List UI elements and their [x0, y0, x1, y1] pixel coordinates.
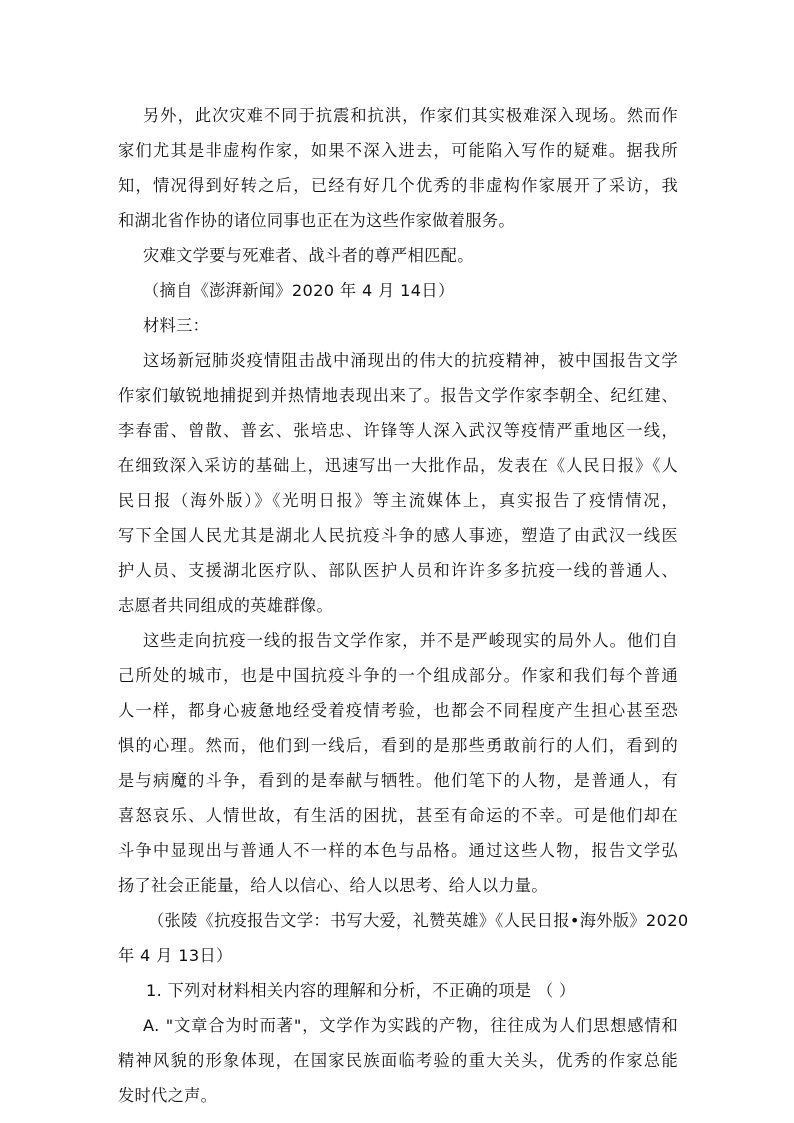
question-1: 1. 下列对材料相关内容的理解和分析，不正确的项是 （ ） [146, 981, 576, 1000]
p1-line-3: 知，情况得到好转之后，已经有好几个优秀的非虚构作家展开了采访，我 [118, 176, 678, 195]
source-2-line-2: 年 4 月 13日） [118, 946, 233, 965]
p5-line-8: 志愿者共同组成的英雄群像。 [118, 596, 333, 615]
p2-line-1: 灾难文学要与死难者、战斗者的尊严相匹配。 [143, 246, 474, 265]
p5-line-2: 作家们敏锐地捕捉到并热情地表现出来了。报告文学作家李朝全、纪红建、 [118, 386, 678, 405]
p1-line-2: 家们尤其是非虚构作家，如果不深入进去，可能陷入写作的疑难。据我所 [118, 141, 678, 160]
p6-line-4: 惧的心理。然而，他们到一线后，看到的是那些勇敢前行的人们，看到的 [118, 736, 678, 755]
material-three-heading: 材料三： [143, 316, 210, 335]
p6-line-6: 喜怒哀乐、人情世故，有生活的困扰，甚至有命运的不幸。可是他们却在 [118, 806, 678, 825]
p5-line-5: 民日报（海外版）》《光明日报》等主流媒体上，真实报告了疫情情况， [118, 491, 678, 510]
p5-line-3: 李春雷、曾散、普玄、张培忠、许锋等人深入武汉等疫情严重地区一线， [118, 421, 678, 440]
p6-line-2: 己所处的城市，也是中国抗疫斗争的一个组成部分。作家和我们每个普通 [118, 666, 678, 685]
p6-line-3: 人一样，都身心疲惫地经受着疫情考验，也都会不同程度产生担心甚至恐 [118, 701, 678, 720]
p5-line-6: 写下全国人民尤其是湖北人民抗疫斗争的感人事迹，塑造了由武汉一线医 [118, 526, 678, 545]
option-a-line-2: 精神风貌的形象体现，在国家民族面临考验的重大关头，优秀的作家总能 [118, 1051, 678, 1070]
p5-line-4: 在细致深入采访的基础上，迅速写出一大批作品，发表在《人民日报》《人 [118, 456, 678, 475]
source-1: （摘自《澎湃新闻》2020 年 4 月 14日） [143, 281, 455, 300]
p5-line-1: 这场新冠肺炎疫情阻击战中涌现出的伟大的抗疫精神，被中国报告文学 [143, 351, 678, 370]
p6-line-5: 是与病魔的斗争，看到的是奉献与牺牲。他们笔下的人物，是普通人，有 [118, 771, 678, 790]
p1-line-4: 和湖北省作协的诸位同事也正在为这些作家做着服务。 [118, 211, 515, 230]
p6-line-8: 扬了社会正能量，给人以信心、给人以思考、给人以力量。 [118, 876, 548, 895]
p6-line-7: 斗争中显现出与普通人不一样的本色与品格。通过这些人物，报告文学弘 [118, 841, 678, 860]
p5-line-7: 护人员、支援湖北医疗队、部队医护人员和许许多多抗疫一线的普通人、 [118, 561, 678, 580]
option-a-line-1: A. "文章合为时而著"，文学作为实践的产物，往往成为人们思想感情和 [143, 1016, 678, 1035]
p6-line-1: 这些走向抗疫一线的报告文学作家，并不是严峻现实的局外人。他们自 [143, 631, 678, 650]
p1-line-1: 另外，此次灾难不同于抗震和抗洪，作家们其实极难深入现场。然而作 [143, 106, 678, 125]
source-2-line-1: （张陵《抗疫报告文学：书写大爱，礼赞英雄》《人民日报•海外版》2020 [148, 911, 689, 930]
option-a-line-3: 发时代之声。 [118, 1086, 218, 1105]
